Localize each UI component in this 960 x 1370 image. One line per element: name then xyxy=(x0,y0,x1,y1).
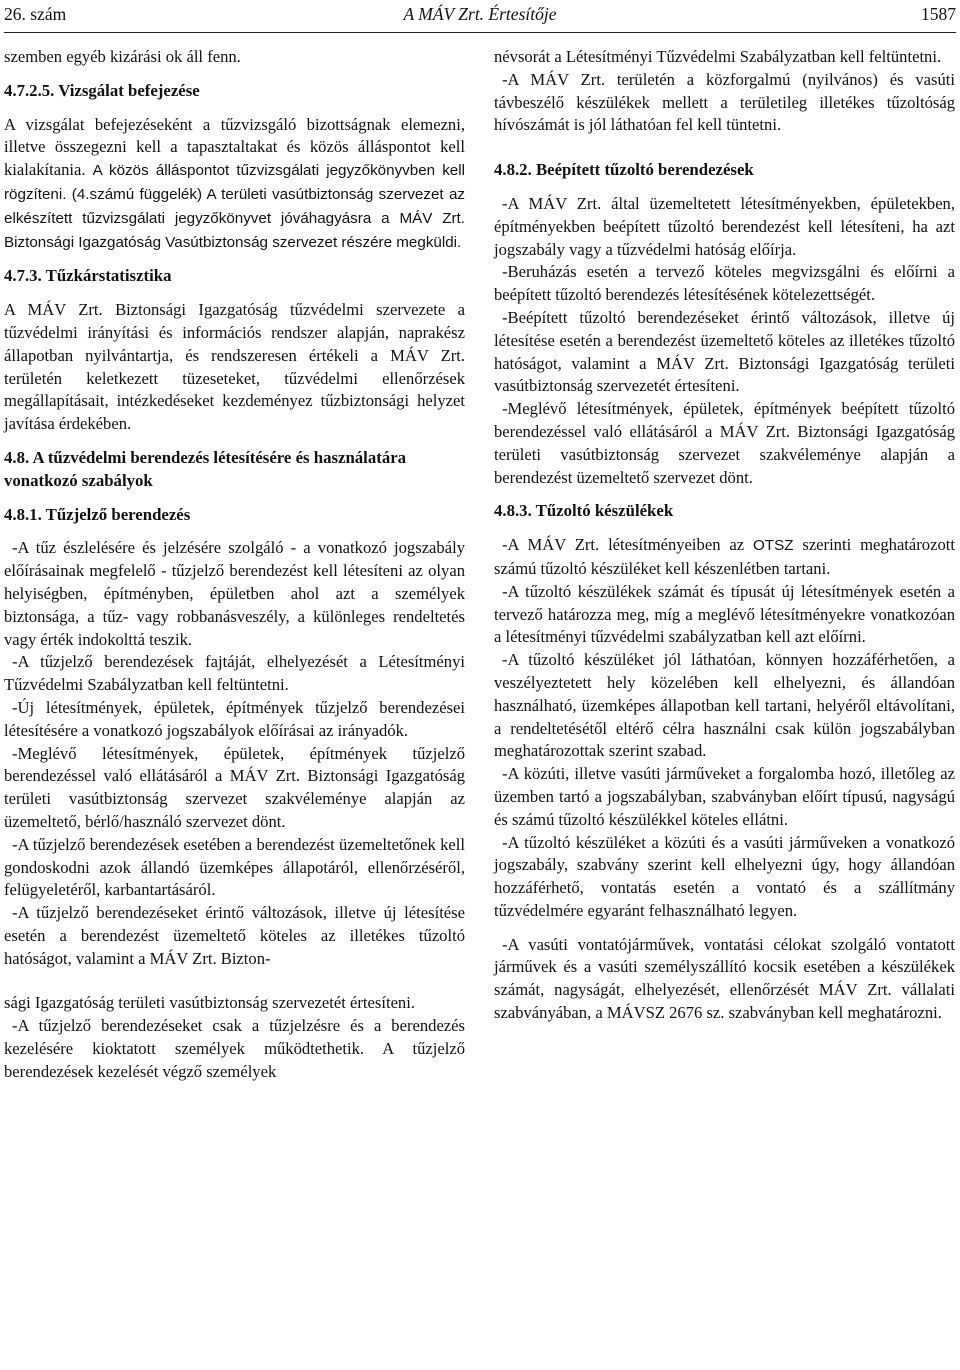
paragraph: -A MÁV Zrt. területén a közforgalmú (nyilvános) és vasúti távbeszélő készülékek mellett a területileg illetékes tűzoltóság hívószámát is jól láthatóan fel kell tüntetni. xyxy=(494,69,955,135)
right-column xyxy=(494,46,955,1025)
paragraph: A MÁV Zrt. Biztonsági Igazgatóság tűzvédelmi szervezete a tűzvédelmi irányítási és információs rendszer alapján, naprakész állapotban nyilvántartja, és rendszeresen értékeli a MÁV Zrt. területén keletkezett tüzeseteket, tűzvédelmi ellenőrzések megállapításait, intézkedéseket kezdeményez tűzbiztonsági helyzet javítása érdekében. xyxy=(4,300,465,434)
paragraph: -A tűzoltó készüléket a közúti és a vasúti járműveken a vonatkozó jogszabály, szabvány szerint kell elhelyezni úgy, hogy állandóan hozzáférhető, vontatás esetén a vontató és a szállítmány tűzvédelmére egyaránt felhasználható legyen. xyxy=(494,832,955,920)
paragraph-text: A vizsgálat befejezéseként a tűzvizsgáló bizottságnak elemezni, illetve összegezni kell a tapasztaltakat és közös álláspontot kell kialakítania. xyxy=(4,114,465,180)
paragraph: -A tűzoltó készülékek számát és típusát új létesítmények esetén a tervező határozza meg, míg a meglévő létesítményekre vonatkozóan a létesítményi tűzvédelmi szabályzatban kell azt előírni. xyxy=(494,581,955,647)
paragraph: sági Igazgatóság területi vasútbiztonság szervezetét értesíteni. xyxy=(4,993,415,1013)
paragraph: -Beruházás esetén a tervező köteles megvizsgálni és előírni a beépített tűzoltó berendezés létesítésének kötelezettségét. xyxy=(494,262,955,305)
paragraph: névsorát a Létesítményi Tűzvédelmi Szabályzatban kell feltüntetni. xyxy=(494,47,942,66)
paragraph xyxy=(494,534,955,581)
paragraph: -A tűzjelző berendezéseket érintő változások, illetve új létesítése esetén a berendezést üzemeltető köteles az illetékes tűzoltó hatóságot, valamint a MÁV Zrt. Bizton- xyxy=(4,903,465,968)
header-rule xyxy=(4,32,956,33)
paragraph: -A tűzoltó készüléket jól láthatóan, könnyen hozzáférhetően, a veszélyeztetett hely közelében kell elhelyezni, és állandóan használható, üzemképes állapotban kell tartani, helyéről eltávolítani, a rendeltetésétől eltérő célra használni csak külön jogszabályban meghatározottak szerint szabad. xyxy=(494,650,955,761)
paragraph: szemben egyéb kizárási ok áll fenn. xyxy=(4,47,241,66)
page-number: 1587 xyxy=(921,4,956,24)
paragraph: -Új létesítmények, épületek, építmények tűzjelző berendezései létesítésére a vonatkozó jogszabályok előírásai az irányadók. xyxy=(4,697,465,740)
paragraph-text: szerinti meghatározott számú tűzoltó készüléket kell készenlétben tartani. xyxy=(494,535,955,578)
section-heading-48: 4.8. A tűzvédelmi berendezés létesítésére és használatára vonatkozó szabályok xyxy=(4,447,407,490)
paragraph: -Meglévő létesítmények, épületek, építmények beépített tűzoltó berendezéssel való ellátásáról a MÁV Zrt. Biztonsági Igazgatóság területi vasútbiztonság szervezet szakvéleménye alapján a berendezést üzemeltető szervezet dönt. xyxy=(494,399,955,487)
otsz-abbreviation: OTSZ xyxy=(752,537,794,555)
section-heading-483: 4.8.3. Tűzoltó készülékek xyxy=(494,501,674,521)
paragraph: -A tűz észlelésére és jelzésére szolgáló - a vonatkozó jogszabály előírásainak megfelelő - tűzjelző berendezést kell létesíteni az olyan helyiségben, építményben, épületben ahol azt a személyek biztonsága, a tűz- vagy robbanásveszély, a különleges rendeltetés vagy érték indokolttá teszik. xyxy=(4,538,465,649)
journal-title: A MÁV Zrt. Értesítője xyxy=(403,4,557,24)
paragraph-text: A közös álláspontot tűzvizsgálati jegyzőkönyvben kell rögzíteni. (4.számú függelék) A területi vasútbiztonság szervezet az elkészített tűzvizsgálati jegyzőkönyvet jóváhagyásra a MÁV Zrt. Biztonsági Igazgatóság Vasútbiztonság szervezet részére megküldi. xyxy=(4,162,466,251)
section-heading-473: 4.7.3. Tűzkárstatisztika xyxy=(4,266,172,286)
paragraph: -A tűzjelző berendezéseket csak a tűzjelzésre és a berendezés kezelésére kioktatott személyek működtethetik. A tűzjelző berendezések kezelését végző személyek xyxy=(4,1016,465,1081)
paragraph xyxy=(4,114,465,255)
paragraph: -A tűzjelző berendezések fajtáját, elhelyezését a Létesítményi Tűzvédelmi Szabályzatban kell feltüntetni. xyxy=(4,652,465,695)
paragraph: -A vasúti vontatójárművek, vontatási célokat szolgáló vontatott járművek és a vasúti személyszállító kocsik esetében a készülékek számát, nagyságát, elhelyezését, ellenőrzését MÁV Zrt. vállalati szabványában, a MÁVSZ 2676 sz. szabványban kell meghatározni. xyxy=(494,934,955,1023)
section-heading-481: 4.8.1. Tűzjelző berendezés xyxy=(4,504,191,524)
paragraph: -A közúti, illetve vasúti járműveket a forgalomba hozó, illetőleg az üzemben tartó a jogszabályban, szabványban előírt típusú, nagyságú és számú tűzoltó készülékkel köteles ellátni. xyxy=(494,764,955,829)
paragraph: -A MÁV Zrt. által üzemeltetett létesítményekben, épületekben, építményekben beépített tűzoltó berendezést kell létesíteni, ha azt jogszabály vagy a tűzvédelmi hatóság előírja. xyxy=(494,193,955,259)
paragraph: -Meglévő létesítmények, épületek, építmények tűzjelző berendezéssel való ellátásáról a MÁV Zrt. Biztonsági Igazgatóság területi vasútbiztonság szervezet szakvéleménye alapján az üzemeltető, bérlő/használó szervezet dönt. xyxy=(4,743,465,831)
page-header xyxy=(4,2,956,26)
section-heading-4725: 4.7.2.5. Vizsgálat befejezése xyxy=(4,80,200,100)
paragraph: -A tűzjelző berendezések esetében a berendezést üzemeltetőnek kell gondoskodni azok állandó üzemképes állapotáról, ellenőrzéséről, felügyeletéről, karbantartásáról. xyxy=(4,834,465,900)
paragraph: -Beépített tűzoltó berendezéseket érintő változások, illetve új létesítése esetén a berendezést üzemeltető köteles az illetékes tűzoltó hatóságot, valamint a MÁV Zrt. Biztonsági Igazgatóság területi vasútbiztonság szervezetét értesíteni. xyxy=(494,307,955,396)
left-column xyxy=(4,46,465,1084)
paragraph-text: -A MÁV Zrt. létesítményeiben az xyxy=(502,535,753,555)
section-heading-482: 4.8.2. Beépített tűzoltó berendezések xyxy=(494,160,754,180)
issue-number: 26. szám xyxy=(4,4,67,24)
